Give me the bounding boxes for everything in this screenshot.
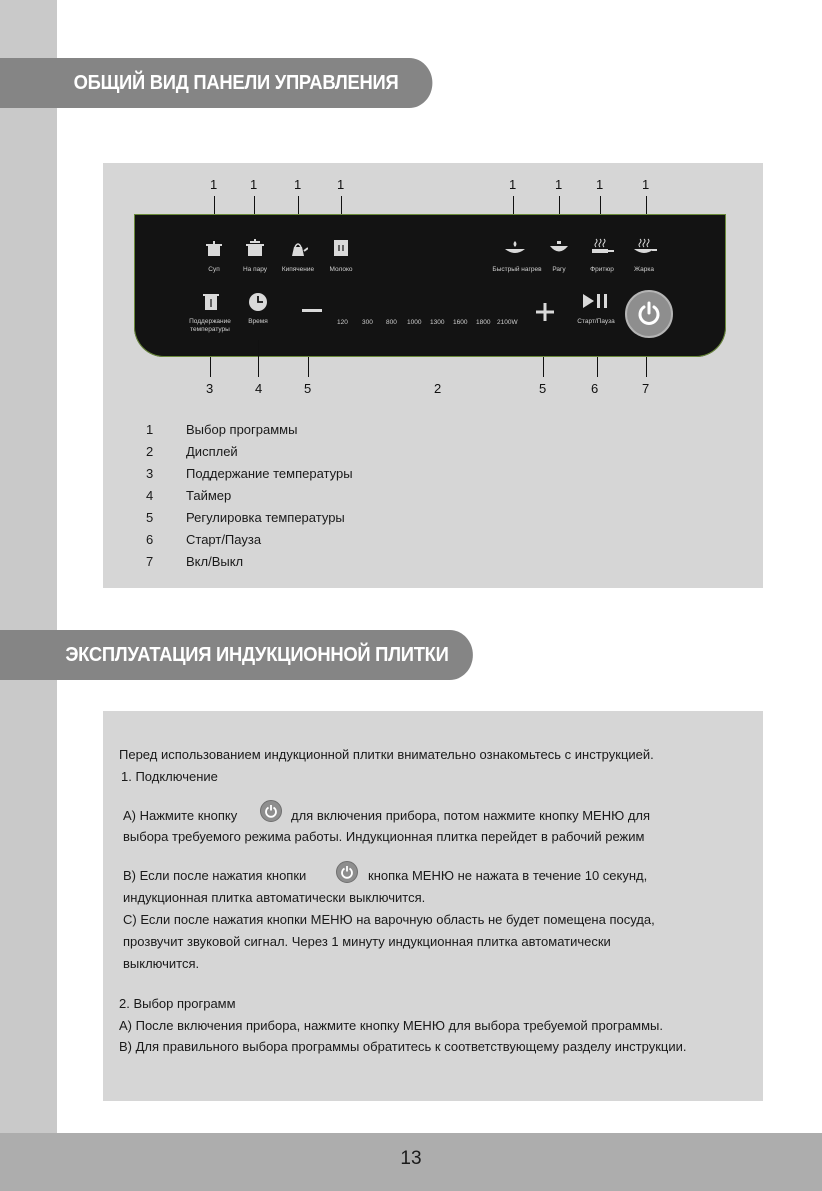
label-start-pause: Старт/Пауза [577,318,615,325]
label-soup: Суп [208,266,220,273]
power-level: 2100W [497,319,518,326]
label-boil: Кипячение [281,266,315,273]
callout-line [559,196,560,214]
legend-list [146,418,353,572]
label-quick-heat: Быстрый нагрев [492,266,542,273]
callout-number: 6 [591,381,599,396]
callout-line [543,357,544,377]
callout-number: 7 [642,381,650,396]
inline-power-icon [260,800,282,822]
label-keep-warm: Поддержание температуры [189,318,231,333]
left-side-bar [0,0,57,1133]
label-fryer: Фритюр [590,266,614,273]
callout-number: 1 [509,177,517,192]
fryer-pan-icon [590,238,614,256]
legend-item: 3 Поддержание температуры [146,465,353,481]
legend-item: 1 Выбор программы [146,421,298,437]
callout-line [513,196,514,214]
callout-line [258,340,259,377]
callout-number: 1 [337,177,345,192]
kettle-icon [288,239,308,257]
section-header-operation: ЭКСПЛУАТАЦИЯ ИНДУКЦИОННОЙ ПЛИТКИ [0,630,473,680]
intro-text: Перед использованием индукционной плитки внимательно ознакомьтесь с инструкцией. [119,747,654,762]
cooktop-control-panel [134,214,726,357]
callout-line [600,196,601,214]
legend-item: 2 Дисплей [146,443,238,459]
callout-number: 5 [539,381,547,396]
section-2-b: В) Для правильного выбора программы обратитесь к соответствующему разделу инструкции. [119,1039,687,1054]
ragout-bowl-icon [549,240,569,256]
power-level: 120 [337,319,348,326]
step-c-line3: выключится. [123,956,200,971]
callout-line [341,196,342,214]
step-a-text-cont: для включения прибора, потом нажмите кнопку МЕНЮ для [291,808,651,823]
power-level: 1600 [453,319,468,326]
label-ragout: Рагу [552,266,566,273]
label-time: Время [248,318,268,325]
callout-line [210,357,211,377]
callout-line [214,196,215,214]
callout-number: 4 [255,381,263,396]
callout-line [308,357,309,377]
section-2-a: А) После включения прибора, нажмите кнопку МЕНЮ для выбора требуемой программы. [119,1018,663,1033]
legend-item: 7 Вкл/Выкл [146,553,244,569]
callout-number: 1 [555,177,563,192]
power-level: 1000 [407,319,422,326]
power-button [625,290,673,338]
steamer-icon [245,239,265,257]
callout-number: 1 [210,177,218,192]
step-a-text: А) Нажмите кнопку [123,808,238,823]
minus-icon [302,309,322,312]
callout-number: 1 [250,177,258,192]
play-pause-icon [582,293,610,309]
step-b-text: В) Если после нажатия кнопки [123,868,307,883]
legend-item: 6 Старт/Пауза [146,531,262,547]
step-b-text-cont: кнопка МЕНЮ не нажата в течение 10 секунд, [368,868,648,883]
milk-pot-icon [333,239,349,257]
label-steam: На пару [242,266,268,273]
step-a-line2: выбора требуемого режима работы. Индукционная плитка перейдет в рабочий режим [123,829,645,844]
keep-warm-icon [203,293,219,311]
step-b-line2: индукционная плитка автоматически выключится. [123,890,426,905]
callout-number: 1 [596,177,604,192]
legend-item: 4 Таймер [146,487,232,503]
power-icon [635,300,663,328]
callout-number: 1 [642,177,650,192]
step-c-line1: С) Если после нажатия кнопки МЕНЮ на варочную область не будет помещена посуда, [123,912,655,927]
quick-heat-wok-icon [504,240,526,256]
callout-number: 2 [434,381,442,396]
power-level: 300 [362,319,373,326]
callout-number: 3 [206,381,214,396]
timer-clock-icon [248,292,268,312]
soup-pot-icon [205,241,223,257]
section-2-title: 2. Выбор программ [119,996,236,1011]
callout-number: 5 [304,381,312,396]
power-level: 800 [386,319,397,326]
power-level: 1800 [476,319,491,326]
callout-line [646,196,647,214]
label-roast: Жарка [634,266,654,273]
inline-power-icon [336,861,358,883]
callout-number: 1 [294,177,302,192]
callout-line [298,196,299,214]
legend-item: 5 Регулировка температуры [146,509,345,525]
plus-icon [535,302,555,322]
label-milk: Молоко [329,266,353,273]
callout-line [597,357,598,377]
section-1-title: 1. Подключение [121,769,218,784]
roast-pan-icon [633,238,657,256]
callout-line [254,196,255,214]
step-c-line2: прозвучит звуковой сигнал. Через 1 минуту индукционная плитка автоматически [123,934,611,949]
callout-line [646,357,647,377]
power-level: 1300 [430,319,445,326]
page-number: 13 [400,1148,422,1169]
section-header-control-panel: ОБЩИЙ ВИД ПАНЕЛИ УПРАВЛЕНИЯ [0,58,432,108]
